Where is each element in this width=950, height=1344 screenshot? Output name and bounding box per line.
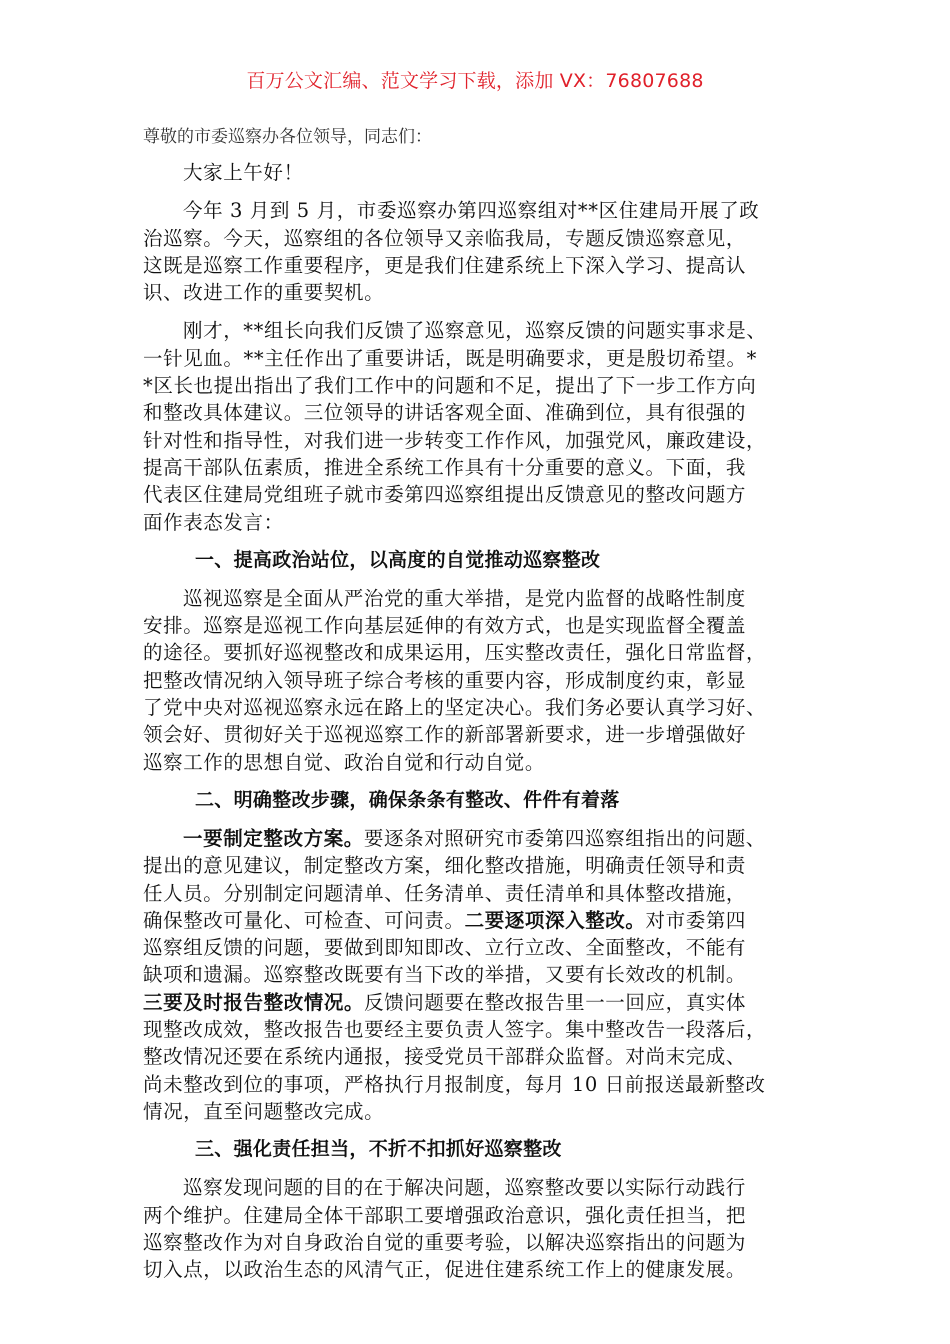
text-line: 刚才，**组长向我们反馈了巡察意见，巡察反馈的问题实事求是、: [183, 319, 767, 343]
bold-lead: 三要及时报告整改情况。: [143, 990, 365, 1014]
text-line: 缺项和遗漏。巡察整改既要有当下改的举措，又要有长效改的机制。: [143, 963, 747, 987]
text-line: 治巡察。今天，巡察组的各位领导又亲临我局，专题反馈巡察意见，: [143, 226, 747, 250]
section-3-body: [143, 1174, 811, 1283]
text-line: 识、改进工作的重要契机。: [143, 281, 385, 305]
text-line: 和整改具体建议。三位领导的讲话客观全面、准确到位，具有很强的: [143, 401, 747, 425]
text-span: 反馈问题要在整改报告里一一回应，真实体: [364, 990, 747, 1014]
text-span: 对市委第四: [645, 908, 747, 932]
text-line: *区长也提出指出了我们工作中的问题和不足，提出了下一步工作方向: [143, 374, 757, 398]
text-line: 领会好、贯彻好关于巡视巡察工作的新部署新要求，进一步增强做好: [143, 723, 747, 747]
text-line: 情况，直至问题整改完成。: [143, 1099, 385, 1123]
text-line: 两个维护。住建局全体干部职工要增强政治意识，强化责任担当，把: [143, 1203, 747, 1227]
document-body: [143, 124, 811, 1294]
text-line: 了党中央对巡视巡察永远在路上的坚定决心。我们务必要认真学习好、: [143, 696, 767, 720]
text-line: 任人员。分别制定问题清单、任务清单、责任清单和具体整改措施，: [143, 881, 747, 905]
text-line: 这既是巡察工作重要程序，更是我们住建系统上下深入学习、提高认: [143, 253, 747, 277]
text-line: 巡察发现问题的目的在于解决问题，巡察整改要以实际行动践行: [183, 1176, 746, 1200]
text-line: 现整改成效，整改报告也要经主要负责人签字。集中整改告一段落后，: [143, 1018, 767, 1042]
section-heading-3: 三、强化责任担当，不折不扣抓好巡察整改: [195, 1138, 562, 1161]
greeting: 大家上午好！: [183, 161, 304, 184]
text-line: 巡察整改作为对自身政治自觉的重要考验，以解决巡察指出的问题为: [143, 1230, 747, 1254]
section-2-body: [143, 825, 811, 1125]
paragraph-intro: [143, 197, 811, 306]
salutation: 尊敬的市委巡察办各位领导，同志们：: [143, 127, 432, 147]
text-line: 巡察工作的思想自觉、政治自觉和行动自觉。: [143, 750, 546, 774]
section-heading-1: 一、提高政治站位，以高度的自觉推动巡察整改: [195, 548, 601, 571]
text-line: 针对性和指导性，对我们进一步转变工作作风，加强党风，廉政建设，: [143, 428, 767, 452]
text-line: 提高干部队伍素质，推进全系统工作具有十分重要的意义。下面，我: [143, 455, 747, 479]
text-line: 尚未整改到位的事项，严格执行月报制度，每月 10 日前报送最新整改: [143, 1072, 766, 1096]
text-line: 提出的意见建议，制定整改方案，细化整改措施，明确责任领导和责: [143, 854, 747, 878]
text-line: [143, 989, 811, 1016]
text-line: 面作表态发言：: [143, 510, 284, 534]
text-line: 巡视巡察是全面从严治党的重大举措，是党内监督的战略性制度: [183, 586, 746, 610]
text-line: 安排。巡察是巡视工作向基层延伸的有效方式，也是实现监督全覆盖: [143, 614, 747, 638]
text-span: 确保整改可量化、可检查、可问责。: [143, 908, 465, 932]
watermark-header: 百万公文汇编、范文学习下载，添加 VX：76807688: [246, 70, 704, 92]
text-line: 一针见血。**主任作出了重要讲话，既是明确要求，更是殷切希望。*: [143, 346, 757, 370]
text-line: 的途径。要抓好巡视整改和成果运用，压实整改责任，强化日常监督，: [143, 641, 767, 665]
bold-lead: 二要逐项深入整改。: [464, 908, 646, 932]
bold-lead: 一要制定整改方案。: [183, 826, 364, 850]
text-span: 要逐条对照研究市委第四巡察组指出的问题、: [363, 826, 766, 850]
text-line: 今年 3 月到 5 月，市委巡察办第四巡察组对**区住建局开展了政: [183, 199, 760, 223]
text-line: 整改情况还要在系统内通报，接受党员干部群众监督。对尚末完成、: [143, 1045, 747, 1069]
text-line: 巡察组反馈的问题，要做到即知即改、立行立改、全面整改，不能有: [143, 936, 747, 960]
text-line: [143, 825, 811, 852]
text-line: 代表区住建局党组班子就市委第四巡察组提出反馈意见的整改问题方: [143, 483, 747, 507]
section-heading-2: 二、明确整改步骤，确保条条有整改、件件有着落: [195, 788, 620, 811]
paragraph-feedback: [143, 317, 811, 535]
section-1-body: [143, 585, 811, 776]
text-line: [143, 907, 811, 934]
text-line: 切入点，以政治生态的风清气正，促进住建系统工作上的健康发展。: [143, 1258, 747, 1282]
text-line: 把整改情况纳入领导班子综合考核的重要内容，形成制度约束，彰显: [143, 668, 747, 692]
